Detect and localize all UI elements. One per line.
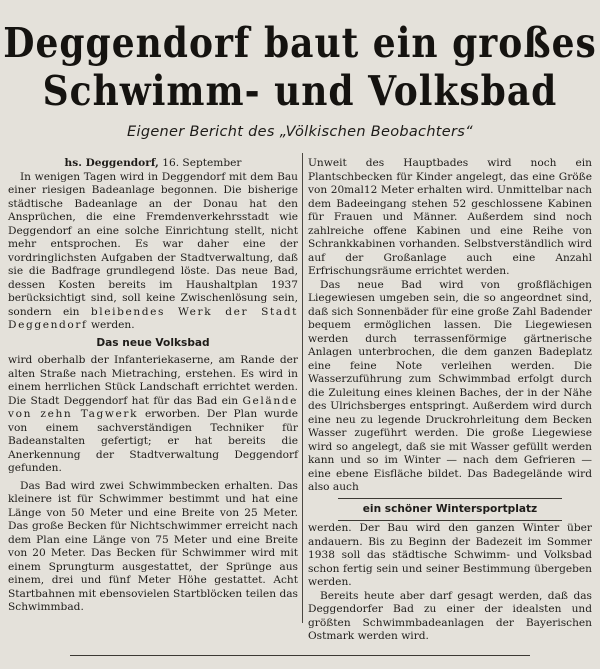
- article-subtitle: Eigener Bericht des „Völkischen Beobachters“: [127, 124, 473, 140]
- right-paragraph-3: werden. Der Bau wird den ganzen Winter über andauern. Bis zu Beginn der Badezeit im Sommer 1938 soll das städtische Schwimm- und Volksbad schon fertig sein und seiner Bestimmung übergeben werden.: [308, 522, 592, 588]
- headline-line-1: Deggendorf baut ein großes: [3, 18, 597, 68]
- section-heading-wintersport: ein schöner Wintersportplatz: [362, 502, 538, 515]
- left-paragraph-1: In wenigen Tagen wird in Deggendorf mit dem Bau einer riesigen Badeanlage begonnen. Die bisherige städtische Badeanlage an der Donau hat den Ansprüchen, die eine Fremdenverkehrsstadt wie Deggendorf an eine solche Einrichtung stellt, nicht mehr entsprochen. Es war daher eine der vordringlichsten Aufgaben der Stadtverwaltung, daß sie die Badfrage grundlegend löste. Das neue Bad, dessen Kosten bereits im Haushaltplan 1937 berücksichtigt sind, soll keine Zwischenlösung sein, sondern ein bleibendes Werk der Stadt Deggendorf werden.: [8, 170, 298, 331]
- left-paragraph-3: Das Bad wird zwei Schwimmbecken erhalten. Das kleinere ist für Schwimmer bestimmt und hat eine Länge von 50 Meter und eine Breite von 25 Meter. Das große Becken für Nichtschwimmer erreicht nach dem Plan eine Länge von 75 Meter und eine Breite von 20 Meter. Das Becken für Schwimmer wird mit einem Sprungturm ausgestattet, der Sprünge aus einem, drei und fünf Meter Höhe gestattet. Acht Startbahnen mit ebensovielen Startblöcken teilen das Schwimmbad.: [8, 479, 298, 613]
- bottom-rule: [70, 655, 530, 656]
- right-paragraph-4: Bereits heute aber darf gesagt werden, daß das Deggendorfer Bad zu einer der idealsten und größten Schwimmbadeanlagen der Bayerischen Ostmark werden wird.: [308, 589, 592, 642]
- section-heading-volksbad: Das neue Volksbad: [96, 336, 210, 349]
- right-paragraph-2: Das neue Bad wird von großflächigen Liegewiesen umgeben sein, die so angeordnet sind, daß sich Sonnenbäder für eine große Zahl Badender bequem ermöglichen lassen. Die Liegewiesen werden durch terrassenförmige gärtnerische Anlagen unterbrochen, die dem ganzen Badeplatz eine feine Note verleihen werden. Die Wasserzuführung zum Schwimmbad erfolgt durch die Zuleitung eines kleinen Baches, der in der Nähe des Ulrichsberges entspringt. Außerdem wird durch eine neu zu legende Druckrohrleitung dem Becken Wasser zugeführt werden. Die große Liegewiese wird so angelegt, daß sie mit Wasser gefüllt werden kann und so im Winter — nach dem Gefrieren — eine ebene Eisfläche bildet. Das Badegelände wird also auch: [308, 278, 592, 493]
- section-rule-top: [338, 498, 562, 499]
- dateline-author: hs. Deggendorf,: [64, 157, 159, 169]
- emphasis-spaced-gelaende: Gelände von zehn Tagwerk: [8, 394, 298, 420]
- section-rule-bottom: [338, 520, 562, 521]
- headline-line-2: Schwimm- und Volksbad: [42, 66, 558, 116]
- dateline: [8, 157, 298, 171]
- right-column: [308, 157, 592, 644]
- dateline-date: 16. September: [162, 157, 242, 169]
- emphasis-spaced: bleibendes Werk der Stadt Deggendorf: [8, 305, 298, 331]
- left-column: [8, 157, 298, 615]
- right-paragraph-1: Unweit des Hauptbades wird noch ein Plantschbecken für Kinder angelegt, das eine Größe von 20mal12 Meter erhalten wird. Unmittelbar nach dem Badeeingang stehen 52 geschlossene Kabinen für Frauen und Männer. Außerdem sind noch zahlreiche offene Kabinen und eine Reihe von Schrankkabinen vorhanden. Selbstverständlich wird auf der Großanlage auch eine Anzahl Erfrischungsräume errichtet werden.: [308, 157, 592, 277]
- column-divider: [302, 153, 303, 623]
- left-paragraph-2: wird oberhalb der Infanteriekaserne, am Rande der alten Straße nach Mietraching, erstehen. Es wird in einem herrlichen Stück Landschaft errichtet werden. Die Stadt Deggendorf hat für das Bad ein Gelände von zehn Tagwerk erworben. Der Plan wurde von einem sachverständigen Techniker für Badeanstalten gefertigt; er hat bereits die Anerkennung der Stadtverwaltung Deggendorf gefunden.: [8, 354, 298, 474]
